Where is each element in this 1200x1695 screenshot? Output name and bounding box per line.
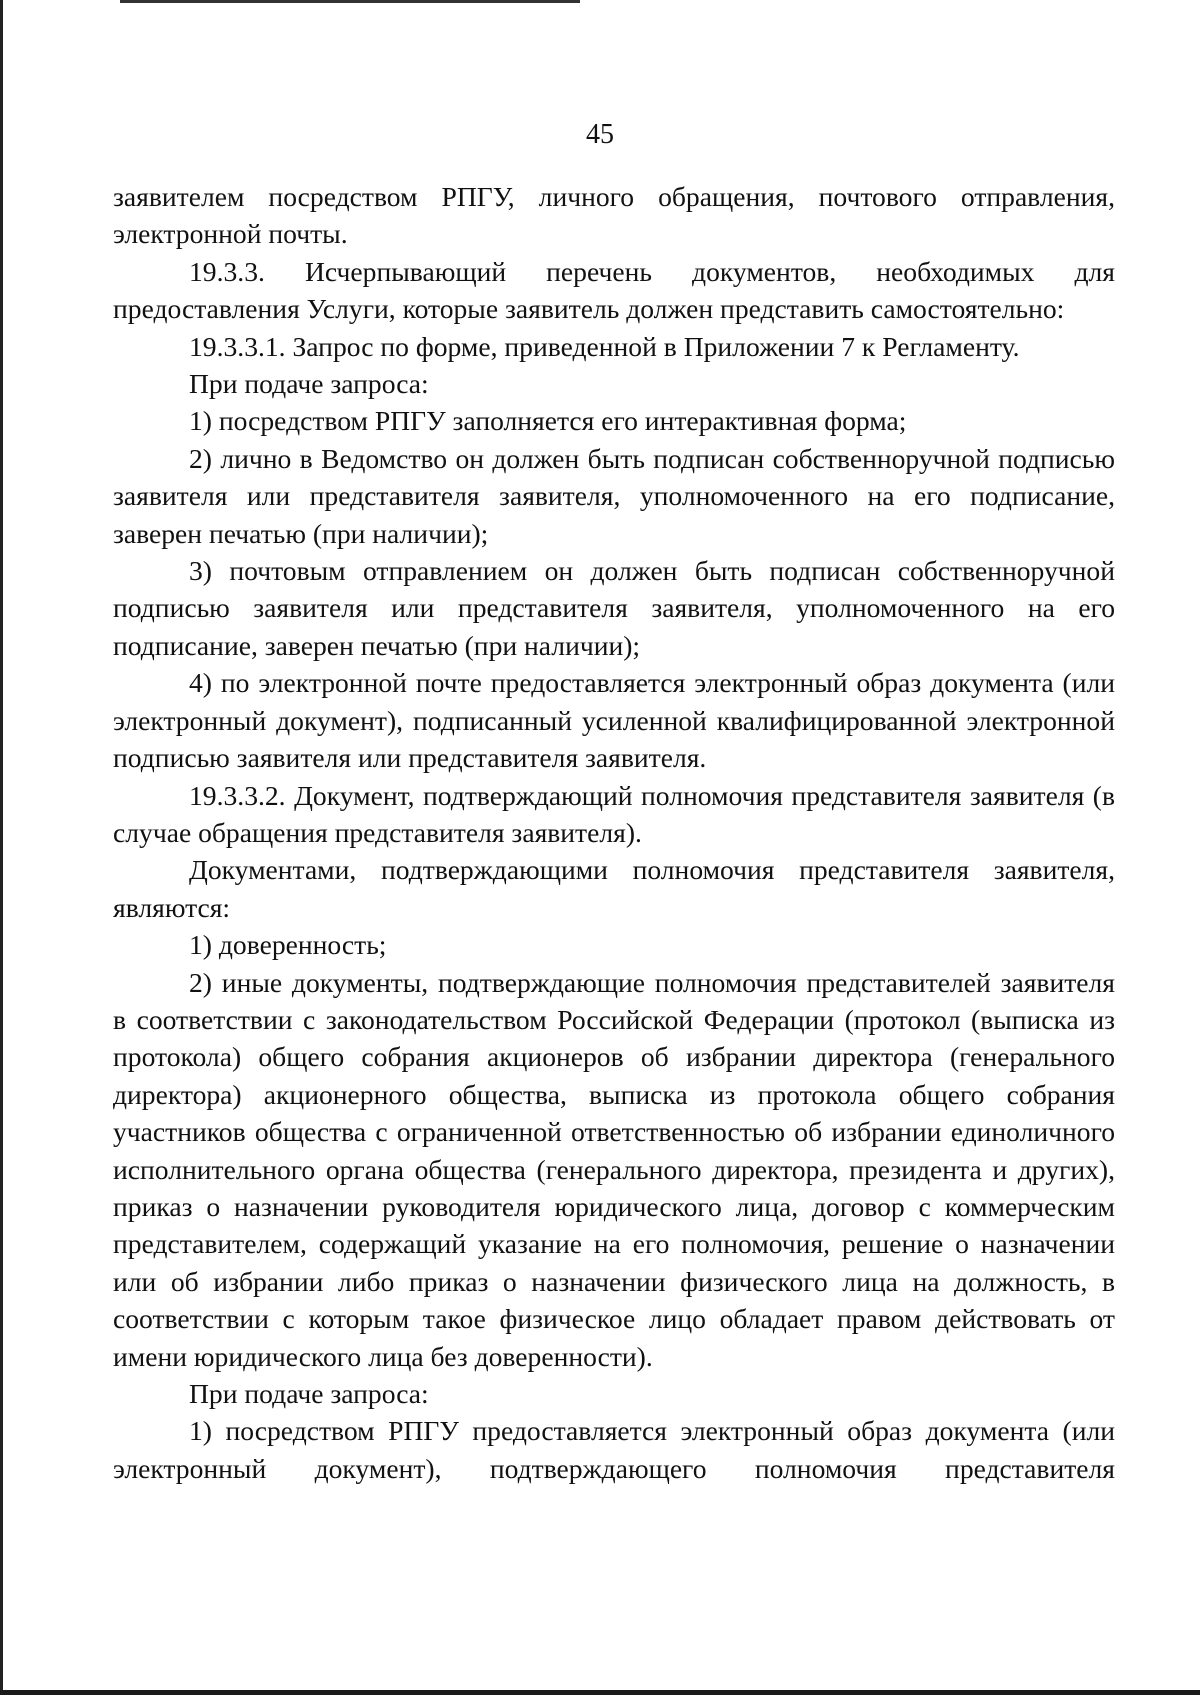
paragraph: При подаче запроса: [189,1378,429,1409]
list-item: 1) посредством РПГУ заполняется его интерактивная форма; [189,405,907,437]
list-item: 2) лично в Ведомство он должен быть подписан собственноручной подписью заявителя или представителя заявителя, уполномоченного на его подписание, заверен печатью (при наличии); [113,442,1115,549]
list-item: 3) почтовым отправлением он должен быть подписан собственноручной подписью заявителя или представителя заявителя, уполномоченного на его подписание, заверен печатью (при наличии); [113,555,1115,661]
document-body [113,178,1115,1487]
paragraph: 19.3.3. Исчерпывающий перечень документов, необходимых для предоставления Услуги, которые заявитель должен представить самостоятельно: [113,255,1115,325]
paragraph: 19.3.3.1. Запрос по форме, приведенной в Приложении 7 к Регламенту. [189,330,1020,362]
list-item: 4) по электронной почте предоставляется электронный образ документа (или электронный документ), подписанный усиленной квалифицированной электронной подписью заявителя или представителя заявителя. [113,667,1115,774]
page-number: 45 [586,119,614,150]
paragraph: При подаче запроса: [189,368,429,400]
list-item: 1) посредством РПГУ предоставляется электронный образ документа (или электронный документ), подтверждающего полномочия представителя [113,1415,1115,1484]
list-item: 2) иные документы, подтверждающие полномочия представителей заявителя в соответствии с законодательством Российской Федерации (протокол (выписка из протокола) общего собрания акционеров об избрании директора (генерального директора) акционерного общества, выписка из протокола общего собрания участников общества с ограниченной ответственностью об избрании единоличного исполнительного органа общества (генерального директора, президента и других), приказ о назначении руководителя юридического лица, договор с коммерческим представителем, содержащий указание на его полномочия, решение о назначении или об избрании либо приказ о назначении физического лица на должность, в соответствии с которым такое физическое лицо обладает правом действовать от имени юридического лица без доверенности). [113,966,1115,1372]
paragraph: заявителем посредством РПГУ, личного обращения, почтового отправления, электронной почты. [113,181,1115,250]
paragraph: 19.3.3.2. Документ, подтверждающий полномочия представителя заявителя (в случае обращения представителя заявителя). [113,779,1115,848]
scan-edge-top [120,0,580,3]
scan-edge-left [0,0,3,1695]
scan-edge-bottom [0,1690,1200,1695]
list-item: 1) доверенность; [189,929,387,961]
paragraph: Документами, подтверждающими полномочия представителя заявителя, являются: [113,854,1115,923]
